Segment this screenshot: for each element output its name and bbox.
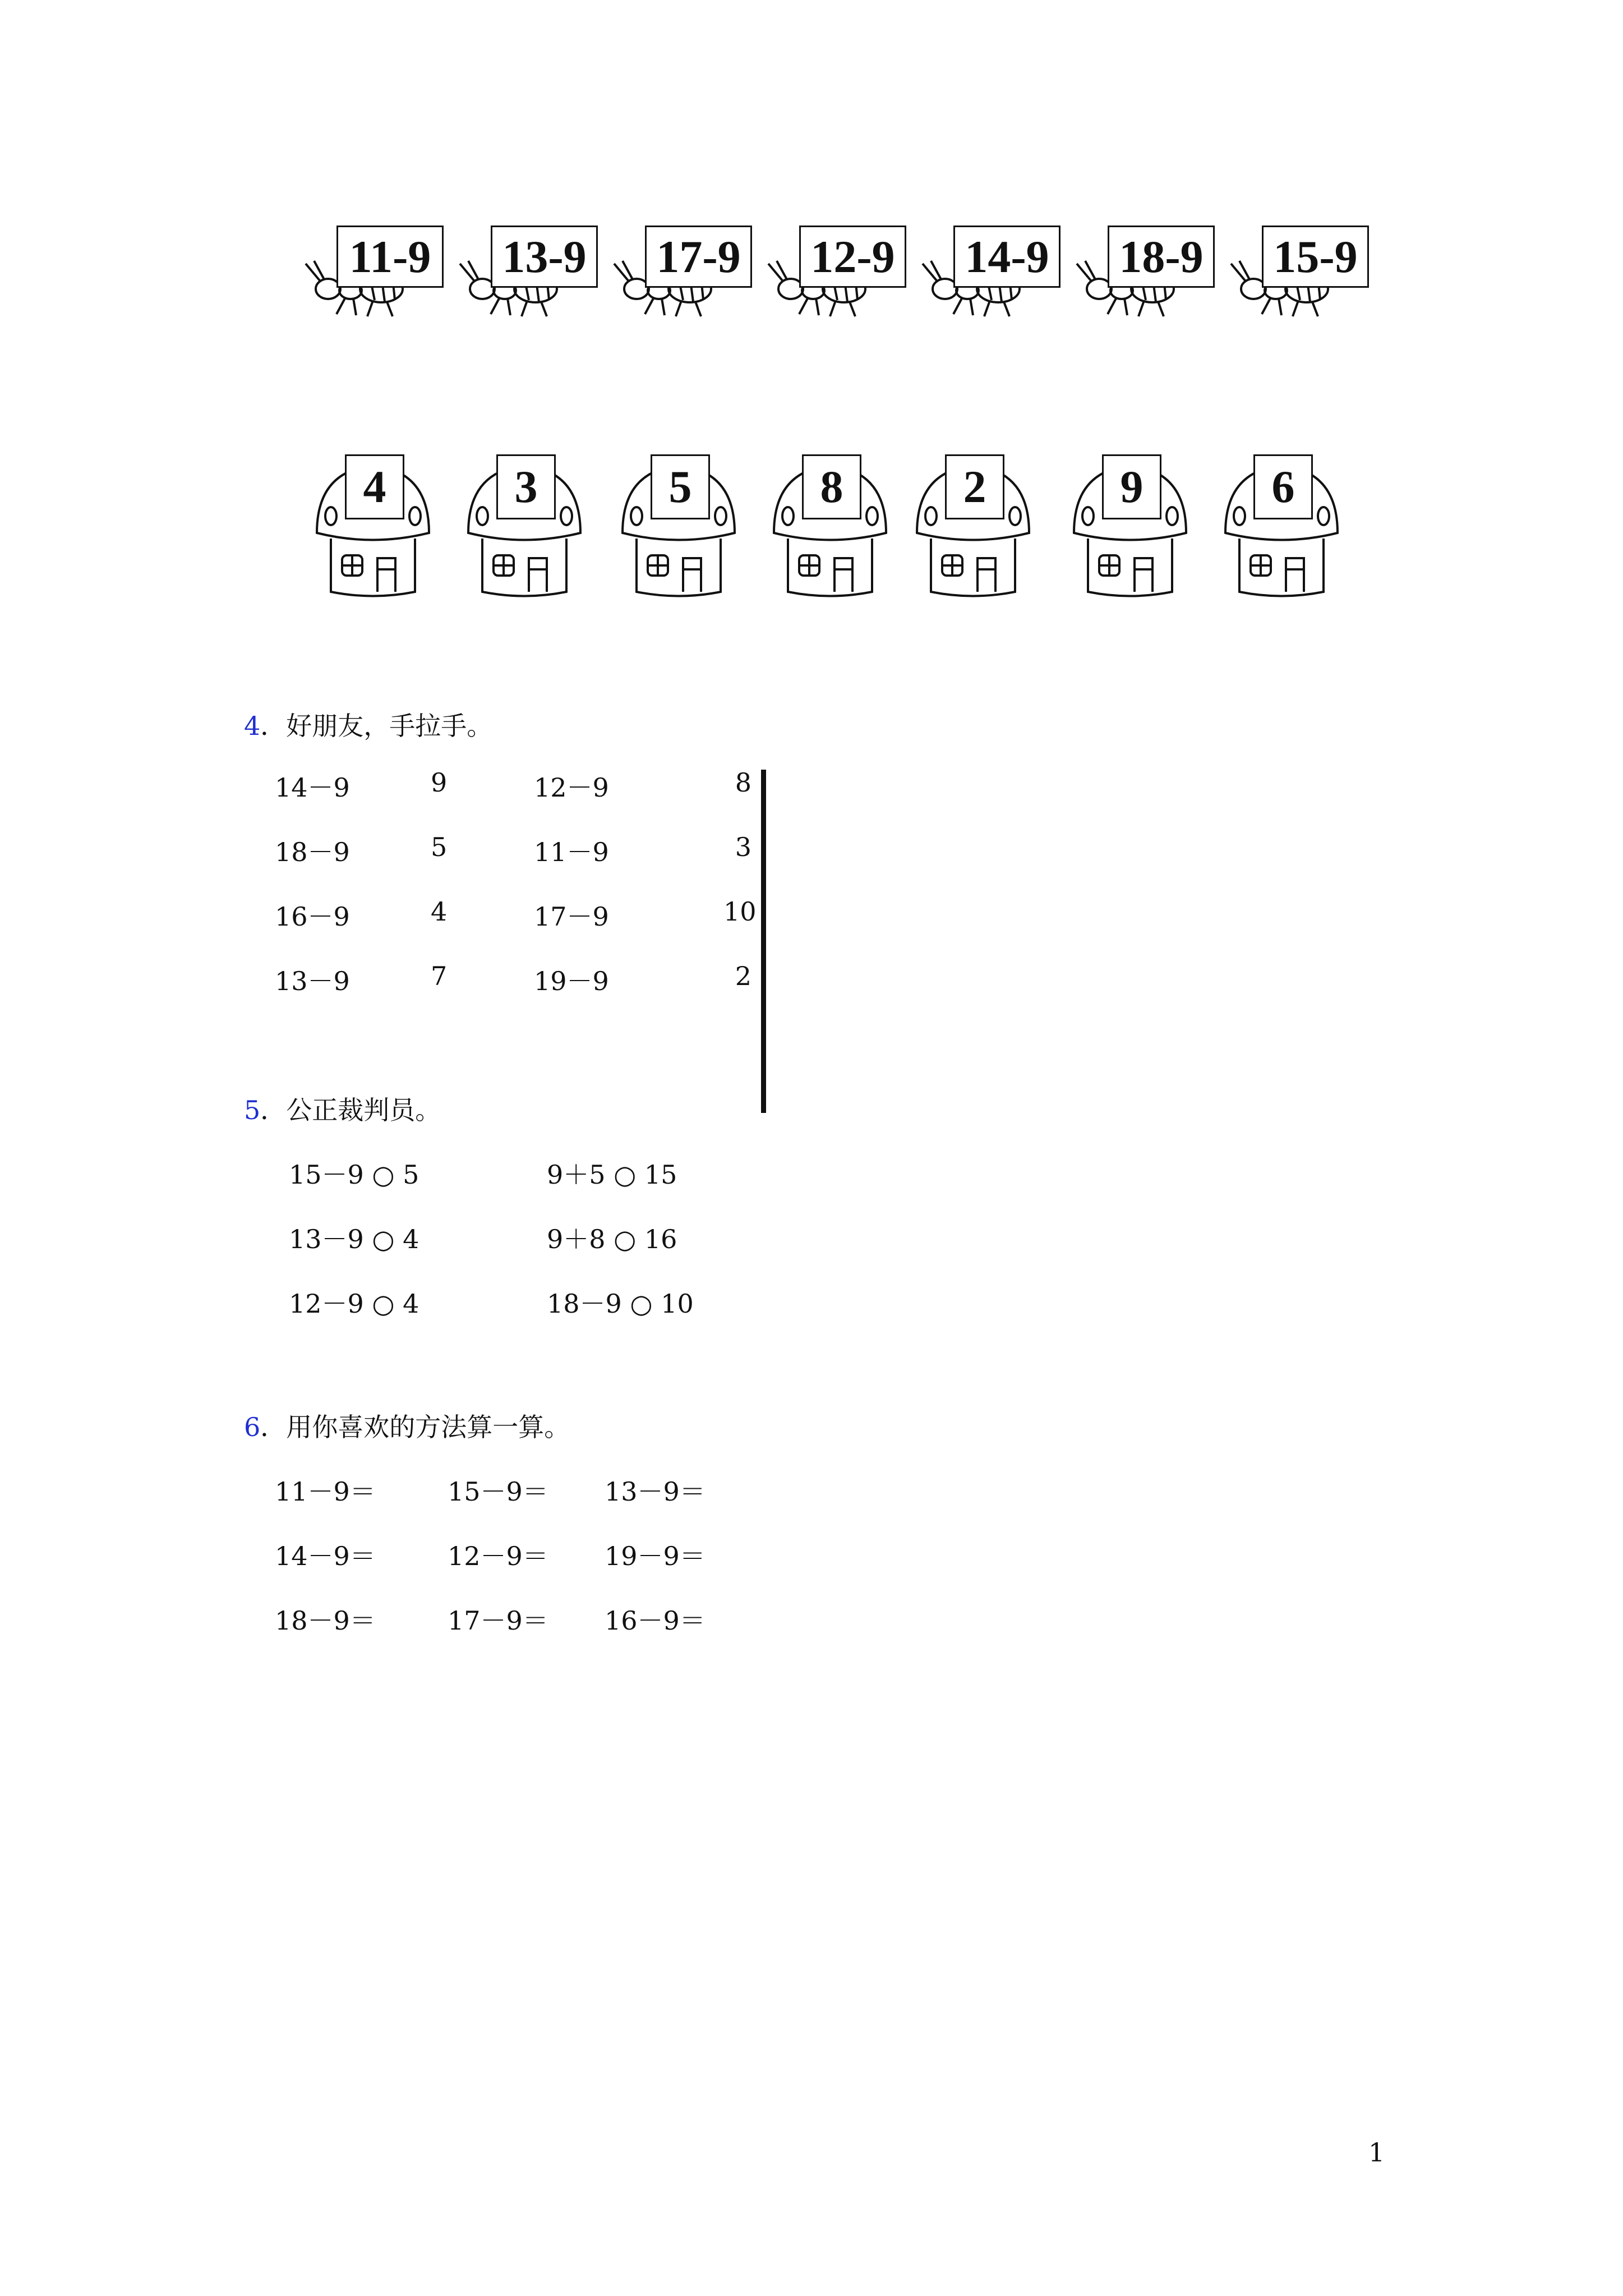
q4-number: 4 bbox=[244, 711, 261, 741]
ant-sign bbox=[336, 226, 444, 288]
q5-compare: 13－9 ○ 4 bbox=[289, 1224, 419, 1254]
house-sign bbox=[496, 454, 556, 519]
q4-answer: 9 bbox=[431, 767, 448, 798]
q5-compare: 15－9 ○ 5 bbox=[289, 1159, 419, 1190]
house-sign bbox=[945, 454, 1004, 519]
ant-sign bbox=[491, 226, 598, 288]
house-number: 4 bbox=[363, 461, 386, 512]
q4-heading bbox=[244, 706, 492, 743]
page-number: 1 bbox=[1368, 2137, 1385, 2168]
q6-problem: 15－9＝ bbox=[448, 1476, 548, 1507]
house-sign bbox=[345, 454, 404, 519]
ant-expression: 18-9 bbox=[1119, 231, 1204, 282]
q5-heading bbox=[244, 1090, 441, 1127]
ant-sign bbox=[1262, 226, 1369, 288]
q5-title: ．公正裁判员。 bbox=[260, 1095, 441, 1125]
q4-answer: 2 bbox=[735, 961, 751, 991]
house-sign bbox=[651, 454, 710, 519]
q6-problem: 19－9＝ bbox=[605, 1541, 706, 1571]
house-number: 2 bbox=[963, 461, 986, 512]
q4-answer: 5 bbox=[431, 832, 448, 862]
house-sign bbox=[1102, 454, 1161, 519]
q6-heading bbox=[244, 1407, 570, 1444]
house-sign bbox=[1253, 454, 1313, 519]
ant-expression: 13-9 bbox=[502, 231, 587, 282]
q6-problem: 13－9＝ bbox=[605, 1476, 706, 1507]
q4-answer: 7 bbox=[431, 961, 448, 991]
mushroom-house bbox=[306, 449, 440, 606]
q6-problem: 14－9＝ bbox=[275, 1541, 376, 1571]
ant-sign bbox=[799, 226, 906, 288]
q6-problem: 17－9＝ bbox=[448, 1605, 548, 1636]
house-sign bbox=[802, 454, 861, 519]
q4-expr: 16－9 bbox=[275, 901, 350, 932]
ant-expression: 17-9 bbox=[656, 231, 741, 282]
mushroom-house bbox=[457, 449, 592, 606]
ant-expression: 15-9 bbox=[1273, 231, 1358, 282]
q4-answer: 10 bbox=[723, 896, 757, 927]
house-number: 6 bbox=[1271, 461, 1295, 512]
q5-compare: 9＋5 ○ 15 bbox=[547, 1159, 677, 1190]
mushroom-house bbox=[906, 449, 1040, 606]
q4-expr: 18－9 bbox=[275, 837, 350, 867]
ant-card bbox=[914, 213, 1060, 331]
divider-bar bbox=[761, 770, 766, 1113]
ant-card bbox=[297, 213, 443, 331]
ant-card bbox=[1223, 213, 1368, 331]
house-number: 8 bbox=[820, 461, 843, 512]
ant-card bbox=[1068, 213, 1214, 331]
q4-expr: 12－9 bbox=[534, 772, 609, 803]
ant-sign bbox=[953, 226, 1061, 288]
q4-title: ．好朋友，手拉手。 bbox=[260, 711, 493, 741]
house-number: 5 bbox=[668, 461, 692, 512]
q5-number: 5 bbox=[244, 1095, 261, 1125]
q4-answer: 3 bbox=[735, 832, 751, 862]
q6-problem: 16－9＝ bbox=[605, 1605, 706, 1636]
q4-expr: 13－9 bbox=[275, 966, 350, 996]
ant-card bbox=[760, 213, 906, 331]
mushroom-house bbox=[1063, 449, 1197, 606]
house-number: 3 bbox=[514, 461, 538, 512]
q5-compare: 12－9 ○ 4 bbox=[289, 1289, 419, 1319]
mushroom-house bbox=[1214, 449, 1349, 606]
q6-title: ．用你喜欢的方法算一算。 bbox=[260, 1412, 570, 1442]
mushroom-house bbox=[763, 449, 897, 606]
q5-compare: 18－9 ○ 10 bbox=[547, 1289, 694, 1319]
q4-expr: 19－9 bbox=[534, 966, 609, 996]
ant-expression: 12-9 bbox=[810, 231, 895, 282]
q4-expr: 11－9 bbox=[534, 837, 609, 867]
ant-expression: 14-9 bbox=[965, 231, 1049, 282]
mushroom-house bbox=[611, 449, 746, 606]
ant-sign bbox=[1108, 226, 1215, 288]
q5-compare: 9＋8 ○ 16 bbox=[547, 1224, 677, 1254]
q6-problem: 18－9＝ bbox=[275, 1605, 376, 1636]
q6-problem: 11－9＝ bbox=[275, 1476, 376, 1507]
ant-card bbox=[451, 213, 597, 331]
house-number: 9 bbox=[1120, 461, 1144, 512]
q4-expr: 17－9 bbox=[534, 901, 609, 932]
q4-answer: 8 bbox=[735, 767, 751, 798]
ant-expression: 11-9 bbox=[349, 231, 431, 282]
ant-sign bbox=[645, 226, 752, 288]
q4-answer: 4 bbox=[431, 896, 448, 927]
ant-card bbox=[606, 213, 751, 331]
q6-problem: 12－9＝ bbox=[448, 1541, 548, 1571]
q6-number: 6 bbox=[244, 1412, 261, 1442]
q4-expr: 14－9 bbox=[275, 772, 350, 803]
